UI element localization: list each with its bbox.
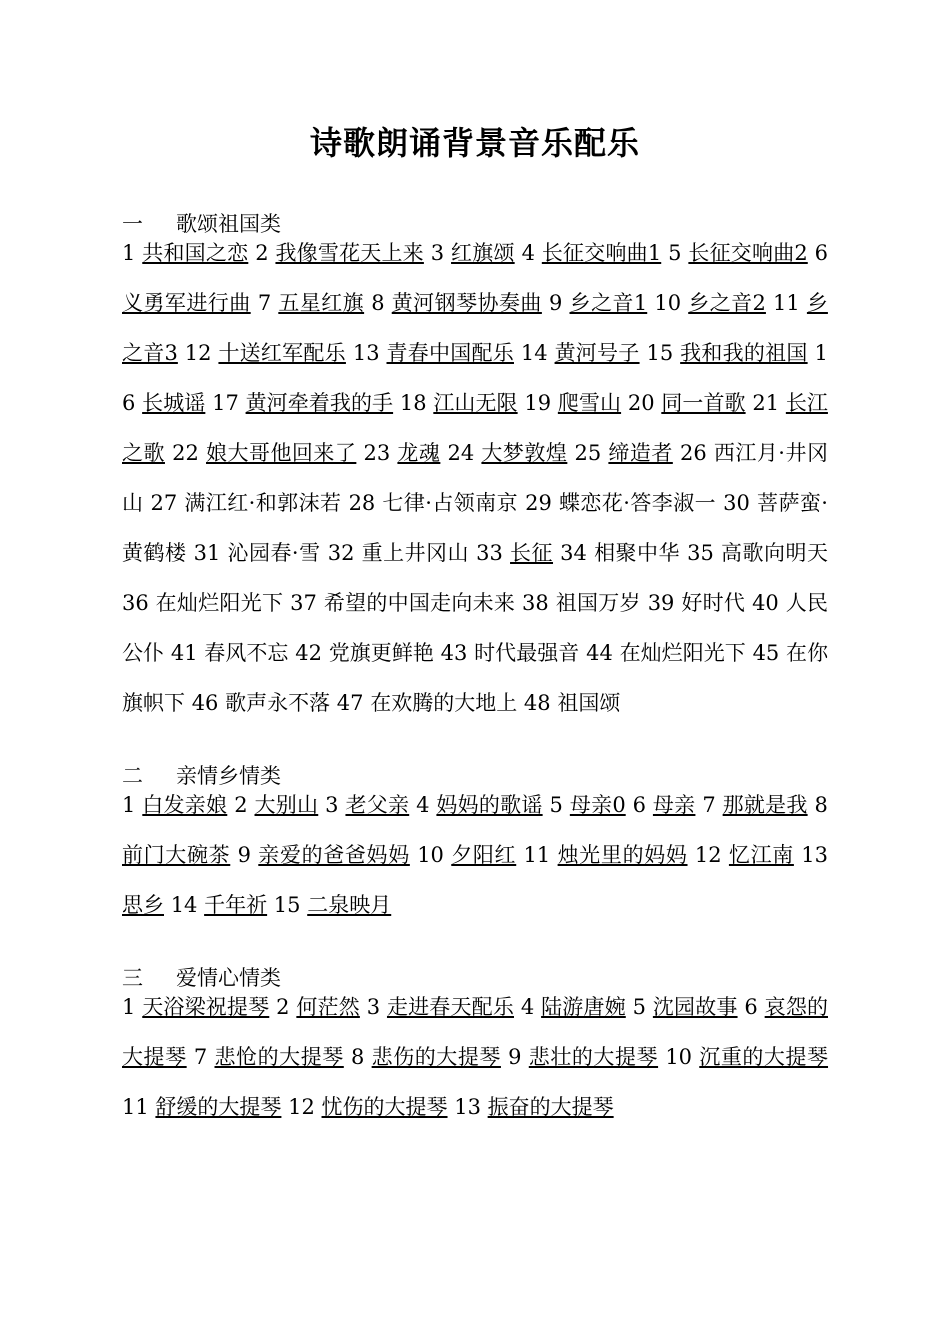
- list-item: [646, 341, 807, 365]
- list-item: [367, 995, 514, 1019]
- list-item: [668, 241, 808, 265]
- music-link[interactable]: 思乡: [122, 893, 164, 917]
- music-link[interactable]: 那就是我: [722, 793, 808, 817]
- list-item: [522, 241, 662, 265]
- list-item: [364, 441, 441, 465]
- item-number: 9: [508, 1045, 522, 1069]
- item-number: 12: [184, 341, 212, 365]
- list-item: [122, 591, 283, 615]
- item-number: 7: [193, 1045, 208, 1069]
- list-item: [524, 391, 621, 415]
- item-number: 48: [523, 691, 551, 715]
- music-link[interactable]: 何茫然: [296, 995, 360, 1019]
- item-number: 10: [417, 843, 444, 867]
- list-item: [575, 441, 673, 465]
- list-item: [633, 995, 738, 1019]
- list-item: [417, 843, 516, 867]
- music-list: [122, 982, 828, 1132]
- list-item: [454, 1095, 613, 1119]
- item-number: 16: [122, 341, 828, 415]
- section-number: 二: [122, 764, 143, 788]
- music-link[interactable]: 红旗颂: [451, 241, 515, 265]
- item-number: 6: [814, 241, 829, 265]
- section-number: 一: [122, 212, 143, 236]
- item-number: 5: [549, 793, 563, 817]
- item-number: 21: [752, 391, 780, 415]
- item-number: 13: [352, 341, 380, 365]
- list-item: [288, 1095, 447, 1119]
- list-item: [151, 491, 342, 515]
- list-item: [702, 793, 807, 817]
- music-link[interactable]: 悲怆的大提琴: [214, 1045, 344, 1069]
- item-number: 13: [801, 843, 828, 867]
- music-link[interactable]: 亲爱的爸爸妈妈: [258, 843, 410, 867]
- item-number: 4: [521, 241, 535, 265]
- list-item: [238, 843, 410, 867]
- item-number: 36: [122, 591, 149, 615]
- music-title: 高歌向明天: [721, 541, 828, 565]
- item-number: 7: [257, 291, 272, 315]
- music-title: 在你旗帜下: [122, 641, 829, 715]
- item-number: 2: [255, 241, 269, 265]
- music-title: 人民公仆: [122, 591, 828, 665]
- music-link[interactable]: 同一首歌: [661, 391, 746, 415]
- section-title: 爱情心情类: [176, 966, 281, 990]
- item-number: 12: [288, 1095, 315, 1119]
- item-number: 9: [549, 291, 563, 315]
- section-patriotic: [122, 210, 828, 728]
- document-title: 诗歌朗诵背景音乐配乐: [309, 124, 640, 162]
- music-link[interactable]: 老父亲: [345, 793, 410, 817]
- music-title: 希望的中国走向未来: [323, 591, 516, 615]
- list-item: [508, 1045, 658, 1069]
- music-title: 党旗更鲜艳: [328, 641, 434, 665]
- item-number: 15: [646, 341, 674, 365]
- list-item: [194, 541, 321, 565]
- item-number: 27: [150, 491, 178, 515]
- music-title: 西江月·井冈山: [122, 441, 828, 515]
- item-number: 46: [191, 691, 219, 715]
- music-link[interactable]: 妈妈的歌谣: [436, 793, 543, 817]
- music-title: 沁园春·雪: [227, 541, 321, 565]
- list-item: [628, 391, 746, 415]
- list-item: [337, 691, 517, 715]
- item-number: 8: [814, 793, 828, 817]
- list-item: [525, 491, 716, 515]
- music-link[interactable]: 娘大哥他回来了: [206, 441, 357, 465]
- list-item: [687, 541, 828, 565]
- item-number: 35: [687, 541, 714, 565]
- music-link[interactable]: 烛光里的妈妈: [557, 843, 688, 867]
- music-link[interactable]: 义勇军进行曲: [122, 291, 251, 315]
- list-item: [234, 793, 318, 817]
- music-link[interactable]: 黄河钢琴协奏曲: [391, 291, 542, 315]
- list-item: [521, 995, 626, 1019]
- list-item: [441, 641, 580, 665]
- item-number: 42: [295, 641, 322, 665]
- item-number: 25: [574, 441, 602, 465]
- music-link[interactable]: 沈园故事: [652, 995, 738, 1019]
- item-number: 34: [560, 541, 587, 565]
- music-link[interactable]: 我像雪花天上来: [275, 241, 424, 265]
- list-item: [416, 793, 543, 817]
- item-number: 7: [702, 793, 716, 817]
- music-title: 重上井冈山: [361, 541, 469, 565]
- music-link[interactable]: 忧伤的大提琴: [321, 1095, 448, 1119]
- music-title: 在灿烂阳光下: [155, 591, 284, 615]
- music-link[interactable]: 黄河牵着我的手: [245, 391, 394, 415]
- list-item: [171, 641, 289, 665]
- music-title: 祖国颂: [557, 691, 621, 715]
- list-item: [295, 641, 434, 665]
- item-number: 32: [327, 541, 355, 565]
- item-number: 41: [170, 641, 198, 665]
- item-number: 3: [430, 241, 445, 265]
- music-title: 好时代: [681, 591, 746, 615]
- list-item: [258, 291, 364, 315]
- item-number: 15: [273, 893, 301, 917]
- music-link[interactable]: 爬雪山: [557, 391, 622, 415]
- music-link[interactable]: 走进春天配乐: [386, 995, 514, 1019]
- list-item: [448, 441, 568, 465]
- list-item: [549, 291, 647, 315]
- music-title: 祖国万岁: [555, 591, 641, 615]
- music-title: 相聚中华: [594, 541, 680, 565]
- list-item: [665, 1045, 828, 1069]
- list-item: [325, 793, 409, 817]
- item-number: 38: [522, 591, 549, 615]
- item-number: 12: [694, 843, 722, 867]
- music-link[interactable]: 母亲0: [569, 793, 626, 817]
- music-link[interactable]: 舒缓的大提琴: [155, 1095, 282, 1119]
- item-number: 30: [723, 491, 750, 515]
- music-link[interactable]: 青春中国配乐: [386, 341, 514, 365]
- music-title: 时代最强音: [474, 641, 580, 665]
- list-item: [524, 691, 620, 715]
- item-number: 26: [679, 441, 707, 465]
- section-title: 亲情乡情类: [176, 764, 281, 788]
- music-link[interactable]: 黄河号子: [554, 341, 640, 365]
- item-number: 40: [752, 591, 779, 615]
- list-item: [255, 241, 424, 265]
- item-number: 20: [627, 391, 655, 415]
- item-number: 8: [371, 291, 385, 315]
- item-number: 10: [654, 291, 682, 315]
- list-item: [400, 391, 518, 415]
- item-number: 31: [193, 541, 221, 565]
- list-item: [212, 391, 393, 415]
- item-number: 47: [336, 691, 364, 715]
- item-number: 13: [454, 1095, 481, 1119]
- item-number: 1: [122, 241, 136, 265]
- music-title: 满江红·和郭沫若: [184, 491, 342, 515]
- music-link[interactable]: 长城谣: [142, 391, 206, 415]
- music-link[interactable]: 前门大碗茶: [122, 843, 231, 867]
- item-number: 2: [234, 793, 248, 817]
- item-number: 19: [524, 391, 552, 415]
- item-number: 2: [276, 995, 290, 1019]
- list-item: [122, 241, 248, 265]
- list-item: [351, 1045, 501, 1069]
- music-link[interactable]: 夕阳红: [451, 843, 517, 867]
- music-list: [122, 228, 828, 728]
- list-item: [194, 1045, 344, 1069]
- section-family: [122, 762, 828, 930]
- item-number: 11: [773, 291, 800, 315]
- item-number: 8: [351, 1045, 365, 1069]
- item-number: 28: [348, 491, 376, 515]
- music-link[interactable]: 五星红旗: [278, 291, 365, 315]
- music-title: 七律·占领南京: [382, 491, 519, 515]
- list-item: [633, 793, 696, 817]
- music-link[interactable]: 长江之歌: [122, 391, 828, 465]
- item-number: 4: [520, 995, 535, 1019]
- item-number: 22: [172, 441, 199, 465]
- section-title: 歌颂祖国类: [176, 212, 281, 236]
- music-link[interactable]: 悲伤的大提琴: [371, 1045, 501, 1069]
- item-number: 39: [647, 591, 675, 615]
- music-link[interactable]: 二泉映月: [307, 893, 392, 917]
- music-link[interactable]: 悲壮的大提琴: [528, 1045, 659, 1069]
- item-number: 3: [366, 995, 381, 1019]
- list-item: [695, 843, 794, 867]
- item-number: 37: [290, 591, 317, 615]
- list-item: [521, 341, 640, 365]
- item-number: 11: [523, 843, 551, 867]
- music-link[interactable]: 龙魂: [397, 441, 441, 465]
- music-link[interactable]: 天浴梁祝提琴: [142, 995, 270, 1019]
- list-item: [349, 491, 518, 515]
- list-item: [654, 291, 766, 315]
- music-link[interactable]: 白发亲娘: [142, 793, 228, 817]
- music-link[interactable]: 乡之音1: [569, 291, 648, 315]
- music-link[interactable]: 共和国之恋: [142, 241, 249, 265]
- music-link[interactable]: 哀怨的大提琴: [122, 995, 828, 1069]
- item-number: 5: [668, 241, 682, 265]
- item-number: 4: [416, 793, 430, 817]
- list-item: [476, 541, 553, 565]
- list-item: [172, 441, 356, 465]
- music-link[interactable]: 长征交响曲2: [688, 241, 808, 265]
- list-item: [550, 793, 626, 817]
- music-link[interactable]: 长征: [510, 541, 554, 565]
- item-number: 43: [440, 641, 468, 665]
- music-link[interactable]: 乡之音2: [688, 291, 766, 315]
- music-link[interactable]: 江山无限: [433, 391, 518, 415]
- music-link[interactable]: 乡之音3: [122, 291, 828, 365]
- list-item: [371, 291, 542, 315]
- item-number: 6: [632, 793, 646, 817]
- item-number: 18: [399, 391, 427, 415]
- item-number: 24: [447, 441, 475, 465]
- item-number: 9: [237, 843, 251, 867]
- music-link[interactable]: 母亲: [652, 793, 696, 817]
- list-item: [171, 893, 267, 917]
- list-item: [328, 541, 469, 565]
- list-item: [353, 341, 514, 365]
- item-number: 1: [122, 793, 136, 817]
- music-link[interactable]: 忆江南: [728, 843, 794, 867]
- list-item: [586, 641, 746, 665]
- music-title: 在灿烂阳光下: [619, 641, 746, 665]
- section-number: 三: [122, 966, 143, 990]
- music-list: [122, 780, 828, 930]
- item-number: 33: [476, 541, 503, 565]
- list-item: [276, 995, 360, 1019]
- item-number: 44: [586, 641, 613, 665]
- music-link[interactable]: 我和我的祖国: [680, 341, 808, 365]
- music-link[interactable]: 大别山: [254, 793, 319, 817]
- music-link[interactable]: 沉重的大提琴: [699, 1045, 829, 1069]
- list-item: [274, 893, 391, 917]
- music-link[interactable]: 十送红军配乐: [218, 341, 346, 365]
- list-item: [290, 591, 515, 615]
- item-number: 23: [363, 441, 391, 465]
- music-link[interactable]: 大梦敦煌: [481, 441, 568, 465]
- music-link[interactable]: 缔造者: [608, 441, 673, 465]
- music-title: 菩萨蛮·黄鹤楼: [122, 491, 828, 565]
- list-item: [648, 591, 745, 615]
- list-item: [560, 541, 680, 565]
- music-link[interactable]: 陆游唐婉: [541, 995, 626, 1019]
- list-item: [122, 1095, 281, 1119]
- item-number: 3: [325, 793, 339, 817]
- music-title: 歌声永不落: [225, 691, 331, 715]
- list-item: [192, 691, 330, 715]
- music-link[interactable]: 千年祈: [204, 893, 268, 917]
- item-number: 29: [525, 491, 552, 515]
- music-link[interactable]: 长征交响曲1: [541, 241, 662, 265]
- item-number: 11: [122, 1095, 149, 1119]
- list-item: [522, 591, 641, 615]
- item-number: 14: [170, 893, 198, 917]
- item-number: 1: [122, 995, 136, 1019]
- item-number: 14: [520, 341, 548, 365]
- list-item: [122, 995, 269, 1019]
- list-item: [524, 843, 688, 867]
- item-number: 10: [665, 1045, 693, 1069]
- item-number: 45: [752, 641, 780, 665]
- music-title: 蝶恋花·答李淑一: [559, 491, 717, 515]
- section-love: [122, 964, 828, 1132]
- list-item: [122, 793, 227, 817]
- list-item: [431, 241, 515, 265]
- music-link[interactable]: 振奋的大提琴: [487, 1095, 614, 1119]
- item-number: 17: [212, 391, 239, 415]
- music-title: 春风不忘: [204, 641, 289, 665]
- list-item: [185, 341, 346, 365]
- item-number: 5: [632, 995, 647, 1019]
- music-title: 在欢腾的大地上: [370, 691, 518, 715]
- item-number: 6: [744, 995, 758, 1019]
